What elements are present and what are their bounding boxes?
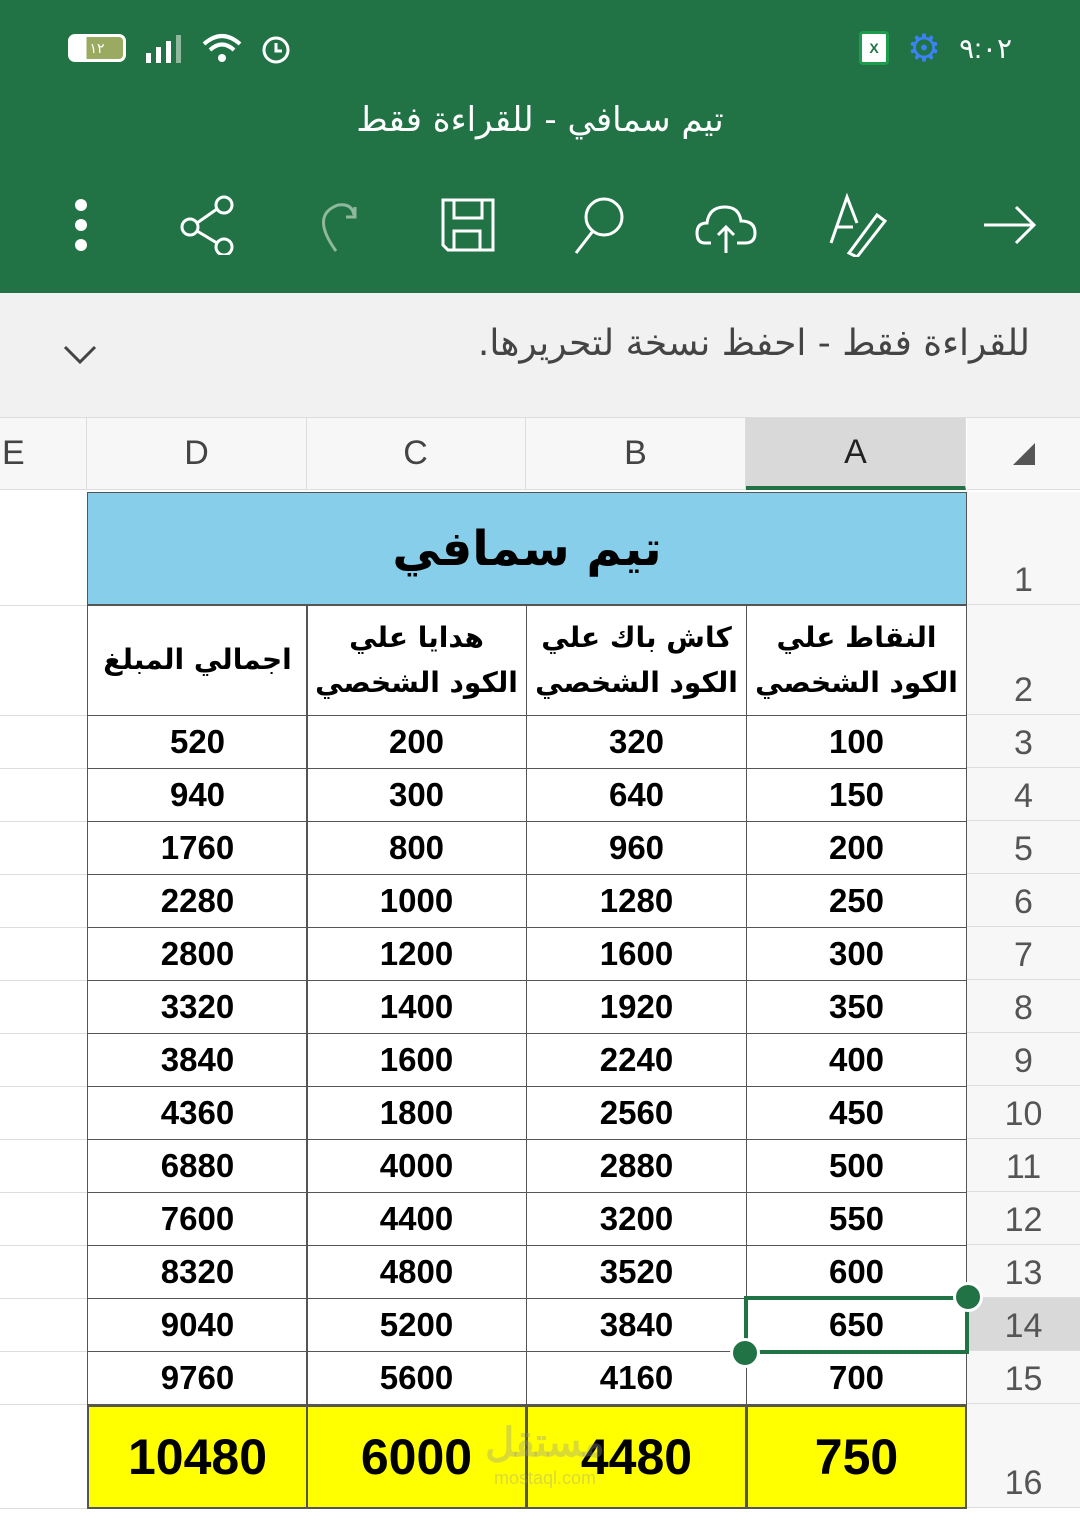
gridline (0, 1351, 87, 1352)
share-button[interactable] (173, 190, 243, 260)
data-cell[interactable]: 8320 (87, 1245, 308, 1299)
row-header-11[interactable]: 11 (967, 1139, 1080, 1192)
data-cell[interactable]: 2560 (526, 1086, 747, 1140)
data-cell[interactable]: 2800 (87, 927, 308, 981)
data-cell[interactable]: 200 (306, 715, 527, 769)
data-cell[interactable]: 520 (87, 715, 308, 769)
data-cell[interactable]: 1800 (306, 1086, 527, 1140)
status-left (68, 28, 292, 68)
column-header-a[interactable]: A (746, 418, 966, 490)
total-cell[interactable]: 750 (746, 1405, 967, 1509)
row-header-8[interactable]: 8 (967, 980, 1080, 1033)
document-title: تيم سمافي - للقراءة فقط (356, 100, 724, 140)
redo-icon (308, 195, 368, 255)
gridline (0, 1508, 87, 1509)
app-header (0, 0, 1080, 293)
data-cell[interactable]: 650 (746, 1298, 967, 1352)
data-cell[interactable]: 2240 (526, 1033, 747, 1087)
data-cell[interactable]: 1920 (526, 980, 747, 1034)
column-header-d[interactable]: D (87, 418, 307, 490)
row-header-7[interactable]: 7 (967, 927, 1080, 980)
data-cell[interactable]: 600 (746, 1245, 967, 1299)
gridline (0, 1086, 87, 1087)
data-cell[interactable]: 6880 (87, 1139, 308, 1193)
data-cell[interactable]: 960 (526, 821, 747, 875)
row-header-2[interactable]: 2 (967, 605, 1080, 715)
gridline (0, 1245, 87, 1246)
data-cell[interactable]: 4160 (526, 1351, 747, 1405)
data-cell[interactable]: 150 (746, 768, 967, 822)
data-cell[interactable]: 1600 (306, 1033, 527, 1087)
gridline (0, 1033, 87, 1034)
watermark-logo: مستقل (485, 1421, 605, 1465)
text-edit-icon (827, 193, 887, 257)
excel-app-icon: X (859, 31, 889, 65)
gridline (0, 1192, 87, 1193)
data-cell[interactable]: 1760 (87, 821, 308, 875)
watermark-url: mostaql.com (493, 1468, 597, 1488)
cloud-upload-icon (693, 195, 759, 255)
data-cell[interactable]: 800 (306, 821, 527, 875)
data-cell[interactable]: 2280 (87, 874, 308, 928)
row-header-3[interactable]: 3 (967, 715, 1080, 768)
data-cell[interactable]: 9040 (87, 1298, 308, 1352)
total-cell[interactable]: 6000 (306, 1405, 527, 1509)
gridline (0, 874, 87, 875)
selected-cell-outline (744, 1296, 969, 1354)
gridline (0, 1298, 87, 1299)
data-cell[interactable]: 940 (87, 768, 308, 822)
row-header-10[interactable]: 10 (967, 1086, 1080, 1139)
alarm-icon (260, 32, 292, 64)
selection-handle-top[interactable] (953, 1282, 983, 1312)
data-cell[interactable]: 300 (746, 927, 967, 981)
data-cell[interactable]: 7600 (87, 1192, 308, 1246)
row-header-4[interactable]: 4 (967, 768, 1080, 821)
row-header-6[interactable]: 6 (967, 874, 1080, 927)
column-header-e[interactable]: E (0, 418, 87, 490)
read-only-message: للقراءة فقط - احفظ نسخة لتحريرها. (477, 323, 1030, 364)
upload-button[interactable] (691, 190, 761, 260)
gridline (0, 1404, 87, 1405)
battery-level: ١٢ (89, 40, 105, 56)
data-cell[interactable]: 3320 (87, 980, 308, 1034)
column-header-b[interactable]: B (526, 418, 746, 490)
data-cell[interactable]: 350 (746, 980, 967, 1034)
data-cell[interactable]: 3200 (526, 1192, 747, 1246)
column-label[interactable]: النقاط علي الكود الشخصي (746, 605, 967, 716)
column-header-c[interactable]: C (306, 418, 526, 490)
clock: ٩:٠٢ (959, 32, 1012, 64)
row-header-5[interactable]: 5 (967, 821, 1080, 874)
total-cell[interactable]: 4480 (526, 1405, 747, 1509)
select-all-button[interactable] (967, 418, 1080, 490)
data-cell[interactable]: 300 (306, 768, 527, 822)
edit-button[interactable] (822, 190, 892, 260)
row-header-9[interactable]: 9 (967, 1033, 1080, 1086)
redo-button[interactable] (303, 190, 373, 260)
gridline (0, 1139, 87, 1140)
data-cell[interactable]: 500 (746, 1139, 967, 1193)
data-cell[interactable]: 3840 (526, 1298, 747, 1352)
column-label[interactable]: كاش باك علي الكود الشخصي (526, 605, 747, 716)
gridline (0, 980, 87, 981)
row-header-15[interactable]: 15 (967, 1351, 1080, 1404)
data-cell[interactable]: 400 (746, 1033, 967, 1087)
arrow-right-icon (980, 195, 1040, 255)
data-cell[interactable]: 3840 (87, 1033, 308, 1087)
gridline (0, 768, 87, 769)
battery-icon (68, 34, 126, 62)
data-cell[interactable]: 3520 (526, 1245, 747, 1299)
share-icon (178, 195, 238, 255)
row-header-14[interactable]: 14 (967, 1298, 1080, 1351)
data-cell[interactable]: 550 (746, 1192, 967, 1246)
gridline (0, 715, 87, 716)
gridline (0, 821, 87, 822)
data-cell[interactable]: 450 (746, 1086, 967, 1140)
data-cell[interactable]: 640 (526, 768, 747, 822)
gridline (0, 927, 87, 928)
signal-icon (144, 33, 184, 63)
column-label[interactable]: اجمالي المبلغ (87, 605, 308, 716)
row-header-13[interactable]: 13 (967, 1245, 1080, 1298)
data-cell[interactable]: 1400 (306, 980, 527, 1034)
search-icon (568, 195, 628, 255)
column-label[interactable]: هدايا علي الكود الشخصي (306, 605, 527, 716)
gridline (0, 605, 87, 606)
data-cell[interactable]: 5600 (306, 1351, 527, 1405)
save-button[interactable] (433, 190, 503, 260)
search-button[interactable] (563, 190, 633, 260)
forward-button[interactable] (975, 190, 1045, 260)
chevron-down-icon[interactable] (62, 343, 98, 367)
selection-handle-bottom[interactable] (730, 1338, 760, 1368)
data-cell[interactable]: 1200 (306, 927, 527, 981)
row-header-16[interactable]: 16 (967, 1404, 1080, 1508)
wifi-icon (202, 32, 242, 64)
data-cell[interactable]: 700 (746, 1351, 967, 1405)
data-cell[interactable]: 4000 (306, 1139, 527, 1193)
more-vertical-icon (71, 195, 91, 255)
save-icon (438, 195, 498, 255)
sheet-title[interactable]: تيم سمافي (87, 492, 967, 605)
total-cell[interactable]: 10480 (87, 1405, 308, 1509)
data-cell[interactable]: 4360 (87, 1086, 308, 1140)
data-cell[interactable]: 1600 (526, 927, 747, 981)
row-header-12[interactable]: 12 (967, 1192, 1080, 1245)
data-cell[interactable]: 4800 (306, 1245, 527, 1299)
read-only-banner (0, 293, 1080, 418)
data-cell[interactable]: 100 (746, 715, 967, 769)
data-cell[interactable]: 250 (746, 874, 967, 928)
select-all-icon (1011, 441, 1037, 467)
more-options-button[interactable] (46, 190, 116, 260)
data-cell[interactable]: 1280 (526, 874, 747, 928)
settings-gear-icon: ⚙ (907, 27, 942, 70)
data-cell[interactable]: 320 (526, 715, 747, 769)
data-cell[interactable]: 9760 (87, 1351, 308, 1405)
data-cell[interactable]: 200 (746, 821, 967, 875)
data-cell[interactable]: 2880 (526, 1139, 747, 1193)
data-cell[interactable]: 4400 (306, 1192, 527, 1246)
data-cell[interactable]: 5200 (306, 1298, 527, 1352)
row-header-1[interactable]: 1 (967, 492, 1080, 605)
data-cell[interactable]: 1000 (306, 874, 527, 928)
status-right (859, 28, 1012, 68)
